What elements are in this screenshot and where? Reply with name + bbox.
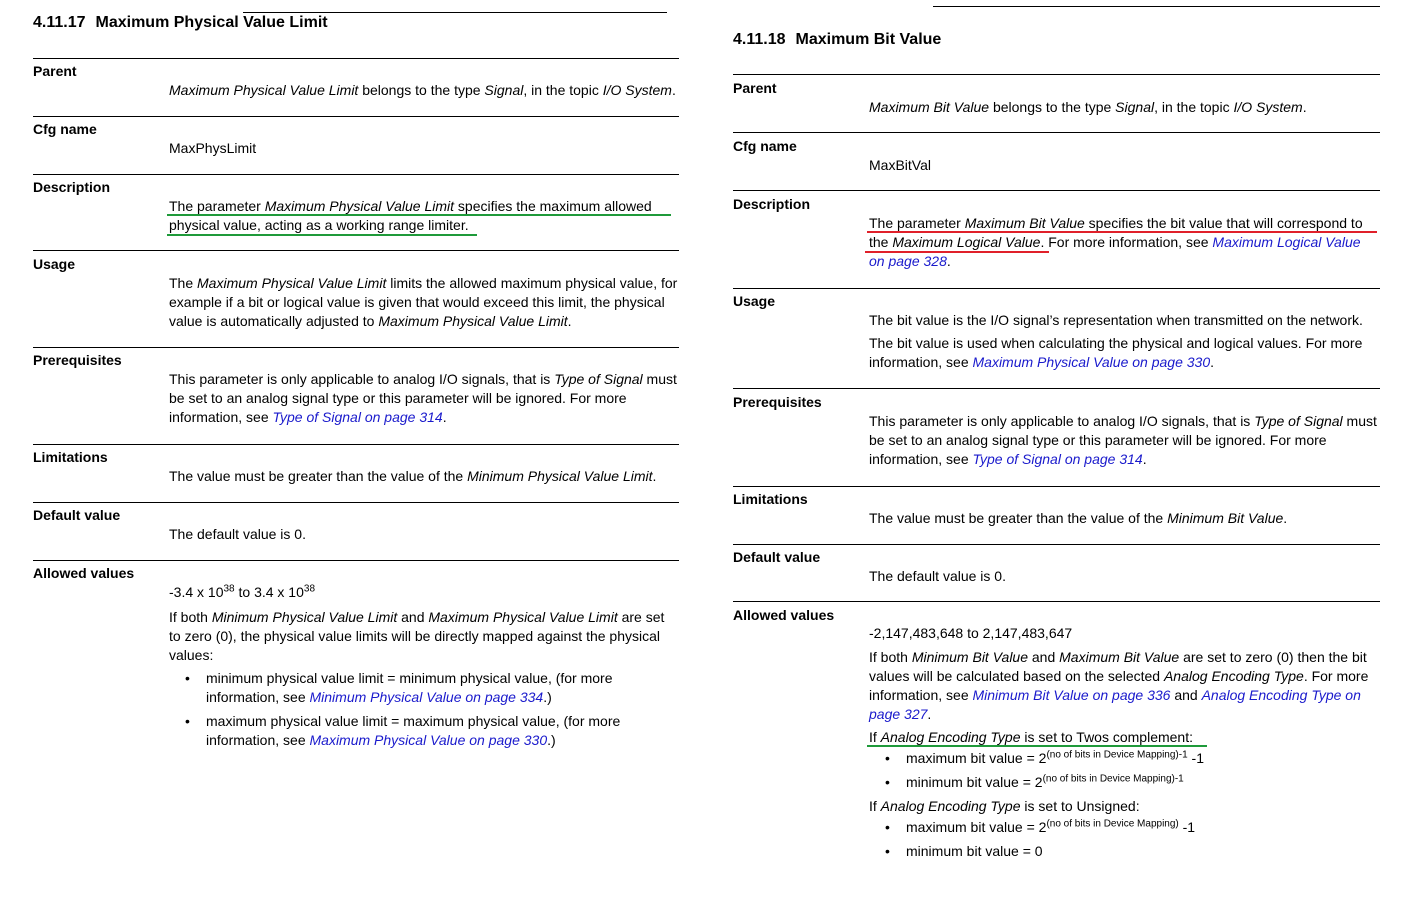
prerequisites-label: Prerequisites [33, 352, 122, 368]
green-highlight-underline [167, 214, 671, 216]
rule [733, 388, 1380, 389]
rule [33, 58, 679, 59]
section-number: 4.11.18 [733, 31, 786, 48]
section-heading [733, 30, 941, 50]
default-value-label: Default value [33, 507, 121, 523]
rule [33, 174, 679, 175]
allowed-range: -3.4 x $10^{38}$ to 3.4 x $10^{38}$ [169, 583, 316, 600]
link-minimum-bit-value[interactable]: Minimum Bit Value on page 336 [972, 687, 1171, 703]
parent-label: Parent [33, 63, 77, 79]
rule [733, 544, 1380, 545]
list-item: • minimum bit value = 0 [869, 842, 1380, 861]
prerequisites-text: This parameter is only applicable to analog I/O signals, that is Type of Signal must be set to an analog signal type or this parameter will be ignored. For more information, see Type of Signal on page 314. [169, 371, 677, 425]
section-title: Maximum Physical Value Limit [95, 14, 328, 31]
rule [33, 444, 679, 445]
allowed-values-label: Allowed values [33, 565, 135, 581]
bullet-list [869, 818, 1380, 861]
parent-text: Maximum Bit Value belongs to the type Signal, in the topic I/O System. [869, 99, 1307, 115]
green-highlight-underline [167, 234, 477, 236]
link-maximum-logical-value-page[interactable]: on page 328 [869, 253, 947, 269]
description-text: The parameter Maximum Physical Value Limit specifies the maximum allowed physical value, acting as a working range limiter. [169, 198, 652, 233]
red-highlight-underline [867, 231, 1377, 233]
section-number: 4.11.17 [33, 14, 86, 31]
default-value-label: Default value [733, 549, 821, 565]
link-minimum-physical-value[interactable]: Minimum Physical Value on page 334 [309, 689, 544, 705]
bullet-list [869, 749, 1380, 792]
green-highlight-underline [867, 745, 1207, 747]
list-item: • maximum bit value = $2^{(no of bits in Device Mapping)-1}$ -1 [869, 749, 1380, 768]
parent-label: Parent [733, 80, 777, 96]
limitations-text: The value must be greater than the value of the Minimum Physical Value Limit. [169, 468, 657, 484]
allowed-values-text: -2,147,483,648 to 2,147,483,647 If both Minimum Bit Value and Maximum Bit Value are set to zero (0) then the bit values will be calculated based on the selected Analog Encoding Type. For more information, see Minimum Bit Value on page 336 and Analog Encoding Type on page 327. If Analog Encoding Type is set to Twos complement: • maximum bit value = $2^{(no of bits in Device Mapping)-1}$ -1 • minimum bit value = $2^{(no of bits in Device Mapping)-1}$ If Analog Encoding Type is set to Unsigned: • maximum bit value = $2^{(no of bits in Device Mapping)}$ -1 • minimum bit value = 0 [869, 624, 1380, 866]
link-analog-encoding-type[interactable]: Analog Encoding Type on [1201, 687, 1361, 703]
rule [33, 116, 679, 117]
description-label: Description [33, 179, 111, 195]
red-highlight-underline [865, 251, 1049, 253]
rule [733, 288, 1380, 289]
rule [733, 601, 1380, 602]
allowed-range: -2,147,483,648 to 2,147,483,647 [869, 625, 1073, 641]
prerequisites-text: This parameter is only applicable to analog I/O signals, that is Type of Signal must be set to an analog signal type or this parameter will be ignored. For more information, see Type of Signal on page 314. [869, 413, 1377, 467]
cfg-name-value: MaxBitVal [869, 157, 931, 173]
description-label: Description [733, 196, 811, 212]
rule [733, 74, 1380, 75]
section-heading [33, 13, 328, 33]
cfg-name-value: MaxPhysLimit [169, 140, 257, 156]
rule [733, 190, 1380, 191]
list-item: • maximum bit value = $2^{(no of bits in Device Mapping)}$ -1 [869, 818, 1380, 837]
allowed-values-text: -3.4 x $10^{38}$ to 3.4 x $10^{38}$ If both Minimum Physical Value Limit and Maximum Physical Value Limit are set to zero (0), the physical value limits will be directly mapped against the physical values: • minimum physical value limit = minimum physical value, (for more information, see Minimum Physical Value on page 334.) • maximum physical value limit = maximum physical value, (for more information, see Maximum Physical Value on page 330.) [169, 583, 679, 755]
limitations-label: Limitations [33, 449, 108, 465]
usage-label: Usage [33, 256, 76, 272]
rule [33, 560, 679, 561]
link-maximum-physical-value[interactable]: Maximum Physical Value on page 330 [972, 354, 1211, 370]
bullet-list [169, 669, 679, 750]
rule [33, 502, 679, 503]
usage-text: The Maximum Physical Value Limit limits the allowed maximum physical value, for example if a bit or logical value is given that would exceed this limit, the physical value is automatically adjusted to Maximum Physical Value Limit. [169, 275, 678, 329]
link-analog-encoding-type-page[interactable]: page 327 [869, 706, 928, 722]
description-text: The parameter Maximum Bit Value specifies the bit value that will correspond to the Maximum Logical Value. For more information, see Maximum Logical Value on page 328. [869, 215, 1363, 269]
rule [33, 250, 679, 251]
header-rule [933, 6, 1380, 7]
link-type-of-signal[interactable]: Type of Signal on page 314 [972, 451, 1143, 467]
link-maximum-logical-value[interactable]: Maximum Logical Value [1212, 234, 1361, 250]
list-item: • minimum bit value = $2^{(no of bits in Device Mapping)-1}$ [869, 773, 1380, 792]
default-value-text: The default value is 0. [169, 526, 306, 542]
section-title: Maximum Bit Value [795, 31, 942, 48]
list-item: • maximum physical value limit = maximum physical value, (for more information, see Maximum Physical Value on page 330.) [169, 712, 679, 750]
usage-text: The bit value is the I/O signal’s representation when transmitted on the network. The bit value is used when calculating the physical and logical values. For more information, see Maximum Physical Value on page 330. [869, 312, 1363, 370]
parent-text: Maximum Physical Value Limit belongs to the type Signal, in the topic I/O System. [169, 82, 676, 98]
rule [33, 347, 679, 348]
usage-label: Usage [733, 293, 776, 309]
link-maximum-physical-value[interactable]: Maximum Physical Value on page 330 [309, 732, 548, 748]
rule [733, 486, 1380, 487]
default-value-text: The default value is 0. [869, 568, 1006, 584]
link-type-of-signal[interactable]: Type of Signal on page 314 [272, 409, 443, 425]
limitations-text: The value must be greater than the value of the Minimum Bit Value. [869, 510, 1288, 526]
allowed-values-label: Allowed values [733, 607, 835, 623]
cfg-name-label: Cfg name [733, 138, 797, 154]
list-item: • minimum physical value limit = minimum physical value, (for more information, see Minimum Physical Value on page 334.) [169, 669, 679, 707]
limitations-label: Limitations [733, 491, 808, 507]
cfg-name-label: Cfg name [33, 121, 97, 137]
rule [733, 132, 1380, 133]
prerequisites-label: Prerequisites [733, 394, 822, 410]
